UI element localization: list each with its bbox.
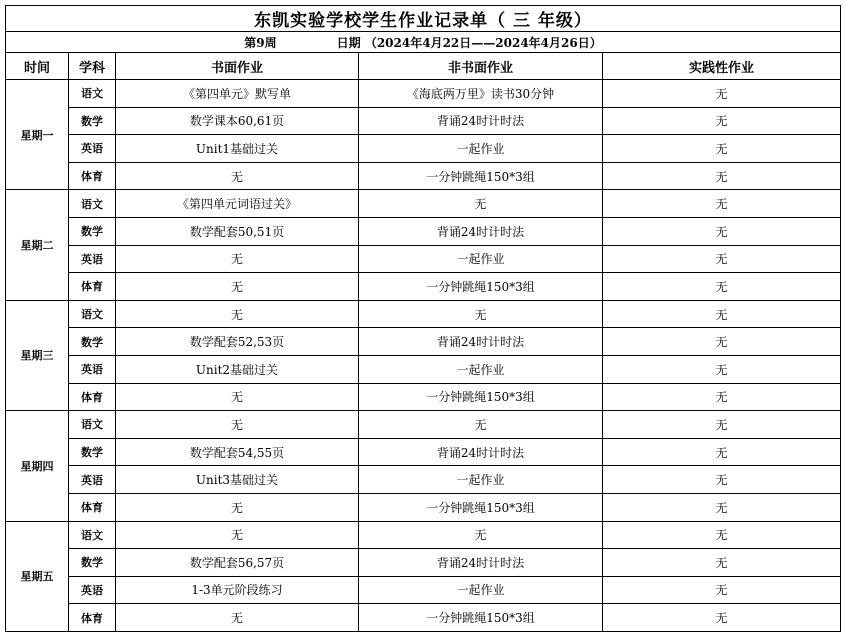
non-written-homework-cell: 无: [359, 411, 603, 439]
table-row: [6, 80, 841, 108]
practice-homework-cell: 无: [603, 604, 841, 632]
non-written-homework-cell: 背诵24时计时法: [359, 549, 603, 577]
non-written-homework-cell: 一分钟跳绳150*3组: [359, 162, 603, 190]
homework-table-body: [6, 6, 841, 632]
practice-homework-cell: 无: [603, 521, 841, 549]
non-written-homework-cell: 背诵24时计时法: [359, 328, 603, 356]
non-written-homework-cell: 无: [359, 521, 603, 549]
written-homework-cell: 无: [116, 245, 359, 273]
non-written-homework-cell: 一分钟跳绳150*3组: [359, 273, 603, 301]
subject-cell: 英语: [69, 135, 116, 163]
practice-homework-cell: 无: [603, 80, 841, 108]
subject-cell: 数学: [69, 549, 116, 577]
subject-cell: 体育: [69, 162, 116, 190]
non-written-homework-cell: 背诵24时计时法: [359, 438, 603, 466]
written-homework-cell: 无: [116, 300, 359, 328]
non-written-homework-cell: 一起作业: [359, 355, 603, 383]
subject-cell: 英语: [69, 355, 116, 383]
practice-homework-cell: 无: [603, 190, 841, 218]
subject-cell: 英语: [69, 245, 116, 273]
day-label: 星期三: [6, 300, 69, 410]
written-homework-cell: 无: [116, 411, 359, 439]
practice-homework-cell: 无: [603, 300, 841, 328]
non-written-homework-cell: 一分钟跳绳150*3组: [359, 383, 603, 411]
subject-cell: 语文: [69, 521, 116, 549]
written-homework-cell: 无: [116, 493, 359, 521]
table-row: [6, 493, 841, 521]
written-homework-cell: 无: [116, 383, 359, 411]
table-row: [6, 438, 841, 466]
week-label: 第9周: [244, 35, 277, 50]
practice-homework-cell: 无: [603, 273, 841, 301]
non-written-homework-cell: 无: [359, 300, 603, 328]
column-header-time: 时间: [6, 53, 69, 80]
written-homework-cell: Unit2基础过关: [116, 355, 359, 383]
column-header-practice: 实践性作业: [603, 53, 841, 80]
practice-homework-cell: 无: [603, 217, 841, 245]
practice-homework-cell: 无: [603, 411, 841, 439]
document-title: 东凯实验学校学生作业记录单（ 三 年级）: [6, 6, 841, 32]
table-row: [6, 162, 841, 190]
written-homework-cell: 数学配套50,51页: [116, 217, 359, 245]
table-row: [6, 466, 841, 494]
table-row: [6, 604, 841, 632]
date-range-label: 日期 （2024年4月22日——2024年4月26日）: [336, 35, 602, 50]
non-written-homework-cell: 一起作业: [359, 466, 603, 494]
practice-homework-cell: 无: [603, 493, 841, 521]
week-date-row: [6, 32, 841, 53]
written-homework-cell: 无: [116, 521, 359, 549]
table-row: [6, 190, 841, 218]
day-label: 星期一: [6, 80, 69, 190]
subject-cell: 数学: [69, 438, 116, 466]
written-homework-cell: 数学配套54,55页: [116, 438, 359, 466]
subject-cell: 英语: [69, 466, 116, 494]
written-homework-cell: 《第四单元》默写单: [116, 80, 359, 108]
table-row: [6, 355, 841, 383]
column-header-row: [6, 53, 841, 80]
column-header-subject: 学科: [69, 53, 116, 80]
subject-cell: 体育: [69, 604, 116, 632]
column-header-non-written: 非书面作业: [359, 53, 603, 80]
written-homework-cell: 《第四单元词语过关》: [116, 190, 359, 218]
practice-homework-cell: 无: [603, 245, 841, 273]
subject-cell: 语文: [69, 300, 116, 328]
table-row: [6, 135, 841, 163]
subject-cell: 数学: [69, 217, 116, 245]
written-homework-cell: 无: [116, 273, 359, 301]
practice-homework-cell: 无: [603, 549, 841, 577]
practice-homework-cell: 无: [603, 383, 841, 411]
written-homework-cell: Unit1基础过关: [116, 135, 359, 163]
non-written-homework-cell: 一起作业: [359, 245, 603, 273]
table-row: [6, 300, 841, 328]
written-homework-cell: 1-3单元阶段练习: [116, 576, 359, 604]
practice-homework-cell: 无: [603, 162, 841, 190]
written-homework-cell: 数学配套52,53页: [116, 328, 359, 356]
practice-homework-cell: 无: [603, 135, 841, 163]
written-homework-cell: 无: [116, 604, 359, 632]
written-homework-cell: 数学配套56,57页: [116, 549, 359, 577]
practice-homework-cell: 无: [603, 438, 841, 466]
non-written-homework-cell: 一起作业: [359, 576, 603, 604]
written-homework-cell: 无: [116, 162, 359, 190]
subject-cell: 体育: [69, 493, 116, 521]
non-written-homework-cell: 背诵24时计时法: [359, 107, 603, 135]
practice-homework-cell: 无: [603, 328, 841, 356]
non-written-homework-cell: 一分钟跳绳150*3组: [359, 604, 603, 632]
practice-homework-cell: 无: [603, 576, 841, 604]
table-row: [6, 273, 841, 301]
table-row: [6, 521, 841, 549]
homework-record-table: [5, 5, 841, 632]
subject-cell: 数学: [69, 107, 116, 135]
non-written-homework-cell: 背诵24时计时法: [359, 217, 603, 245]
table-row: [6, 576, 841, 604]
day-label: 星期四: [6, 411, 69, 521]
non-written-homework-cell: 《海底两万里》读书30分钟: [359, 80, 603, 108]
day-label: 星期二: [6, 190, 69, 300]
practice-homework-cell: 无: [603, 466, 841, 494]
table-row: [6, 549, 841, 577]
practice-homework-cell: 无: [603, 355, 841, 383]
table-row: [6, 411, 841, 439]
day-label: 星期五: [6, 521, 69, 631]
non-written-homework-cell: 无: [359, 190, 603, 218]
column-header-written: 书面作业: [116, 53, 359, 80]
table-row: [6, 107, 841, 135]
subject-cell: 体育: [69, 383, 116, 411]
table-row: [6, 245, 841, 273]
subject-cell: 语文: [69, 190, 116, 218]
table-row: [6, 217, 841, 245]
non-written-homework-cell: 一起作业: [359, 135, 603, 163]
table-row: [6, 328, 841, 356]
subject-cell: 语文: [69, 80, 116, 108]
practice-homework-cell: 无: [603, 107, 841, 135]
table-row: [6, 383, 841, 411]
subject-cell: 体育: [69, 273, 116, 301]
subject-cell: 数学: [69, 328, 116, 356]
subject-cell: 语文: [69, 411, 116, 439]
written-homework-cell: Unit3基础过关: [116, 466, 359, 494]
non-written-homework-cell: 一分钟跳绳150*3组: [359, 493, 603, 521]
written-homework-cell: 数学课本60,61页: [116, 107, 359, 135]
subject-cell: 英语: [69, 576, 116, 604]
